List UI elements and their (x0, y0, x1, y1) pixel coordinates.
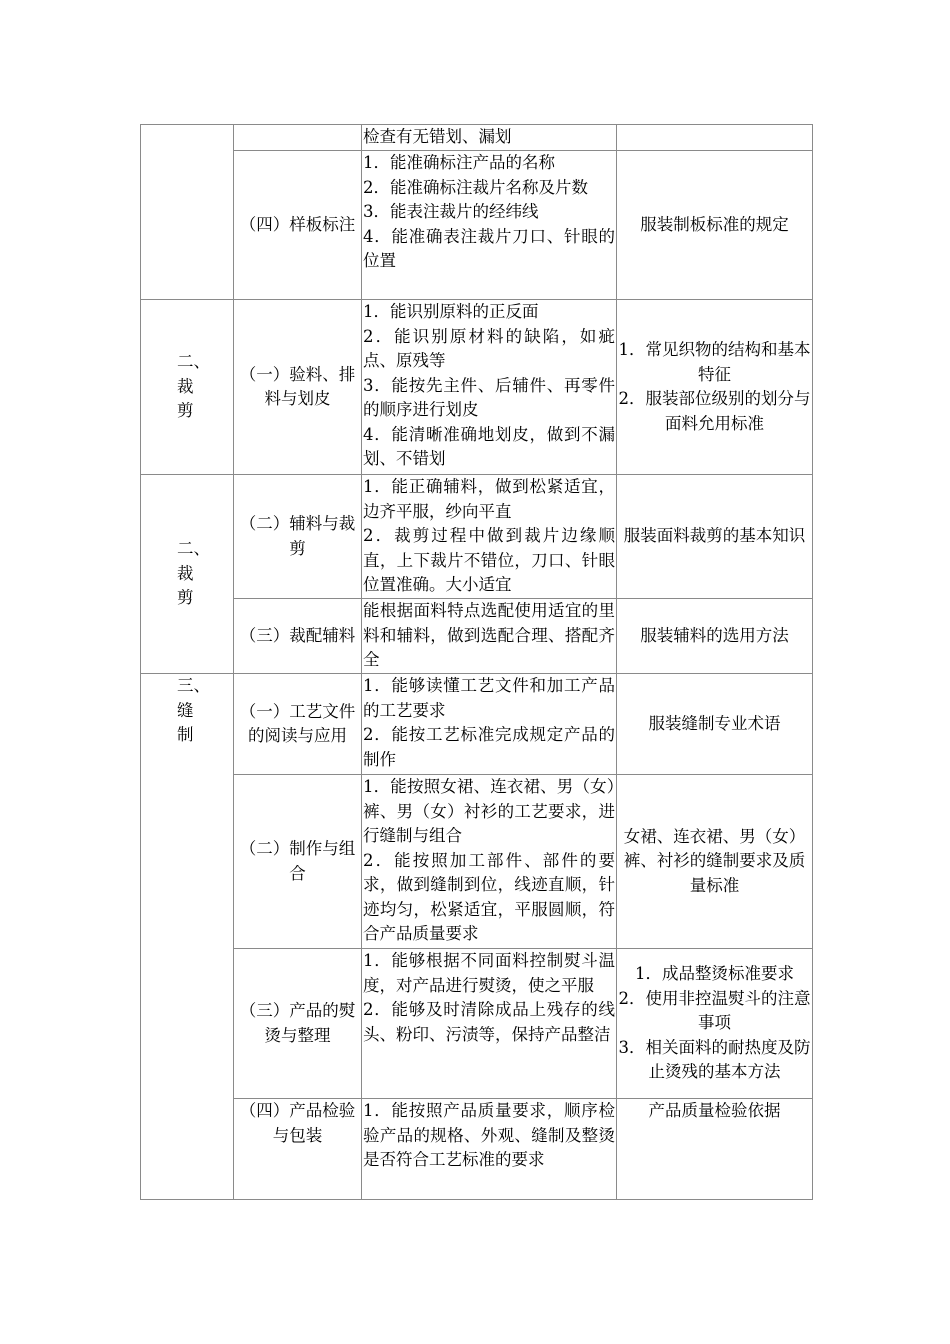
related-knowledge-cell: 1．成品整烫标准要求 2．使用非控温熨斗的注意事项 3．相关面料的耐热度及防止烫残的基本方法 (617, 949, 813, 1099)
skill-requirement-cell: 1．能准确标注产品的名称 2．能准确标注裁片名称及片数 3．能表注裁片的经纬线 4．能准确表注裁片刀口、针眼的位置 (362, 151, 617, 300)
table-row (141, 125, 813, 151)
skill-requirement-cell: 1．能够读懂工艺文件和加工产品的工艺要求 2．能按工艺标准完成规定产品的制作 (362, 674, 617, 775)
skill-requirement-cell: 1．能正确辅料，做到松紧适宜，边齐平服，纱向平直 2．裁剪过程中做到裁片边缘顺直，上下裁片不错位，刀口、针眼位置准确。大小适宜 (362, 475, 617, 599)
skill-standards-table (140, 124, 813, 1200)
skill-requirement-cell: 能根据面料特点选配使用适宜的里料和辅料，做到选配合理、搭配齐全 (362, 599, 617, 674)
related-knowledge-cell: 女裙、连衣裙、男（女）裤、衬衫的缝制要求及质量标准 (617, 775, 813, 949)
table-row (141, 599, 813, 674)
function-cell: 二、 裁 剪 (141, 300, 234, 475)
related-knowledge-cell: 服装面料裁剪的基本知识 (617, 475, 813, 599)
related-knowledge-cell: 服装缝制专业术语 (617, 674, 813, 775)
work-content-cell: （四）样板标注 (234, 151, 362, 300)
related-knowledge-cell: 服装制板标准的规定 (617, 151, 813, 300)
table-row (141, 775, 813, 949)
function-cell: 三、 缝 制 (141, 674, 234, 1200)
table-row (141, 949, 813, 1099)
work-content-cell: （二）辅料与裁剪 (234, 475, 362, 599)
skill-requirement-cell: 1．能识别原料的正反面 2．能识别原材料的缺陷，如疵点、原残等 3．能按先主件、后辅件、再零件的顺序进行划皮 4．能清晰准确地划皮，做到不漏划、不错划 (362, 300, 617, 475)
function-cell (141, 125, 234, 300)
table-row (141, 475, 813, 599)
related-knowledge-cell (617, 125, 813, 151)
skill-requirement-cell: 1．能按照产品质量要求，顺序检验产品的规格、外观、缝制及整烫是否符合工艺标准的要求 (362, 1099, 617, 1200)
work-content-cell (234, 125, 362, 151)
work-content-cell: （四）产品检验与包装 (234, 1099, 362, 1200)
skill-requirement-cell: 检查有无错划、漏划 (362, 125, 617, 151)
work-content-cell: （一）工艺文件的阅读与应用 (234, 674, 362, 775)
skill-requirement-cell: 1．能按照女裙、连衣裙、男（女）裤、男（女）衬衫的工艺要求，进行缝制与组合 2．能按照加工部件、部件的要求，做到缝制到位，线迹直顺，针迹均匀，松紧适宜，平服圆顺，符合产品质量要求 (362, 775, 617, 949)
function-cell: 二、 裁 剪 (141, 475, 234, 674)
related-knowledge-cell: 产品质量检验依据 (617, 1099, 813, 1200)
work-content-cell: （二）制作与组合 (234, 775, 362, 949)
table-row (141, 151, 813, 300)
work-content-cell: （三）裁配辅料 (234, 599, 362, 674)
table-row (141, 1099, 813, 1200)
related-knowledge-cell: 服装辅料的选用方法 (617, 599, 813, 674)
work-content-cell: （三）产品的熨烫与整理 (234, 949, 362, 1099)
skill-requirement-cell: 1．能够根据不同面料控制熨斗温度，对产品进行熨烫，使之平服 2．能够及时清除成品上残存的线头、粉印、污渍等，保持产品整洁 (362, 949, 617, 1099)
table-row (141, 300, 813, 475)
related-knowledge-cell: 1．常见织物的结构和基本特征 2．服装部位级别的划分与面料允用标准 (617, 300, 813, 475)
work-content-cell: （一）验料、排料与划皮 (234, 300, 362, 475)
table-row (141, 674, 813, 775)
